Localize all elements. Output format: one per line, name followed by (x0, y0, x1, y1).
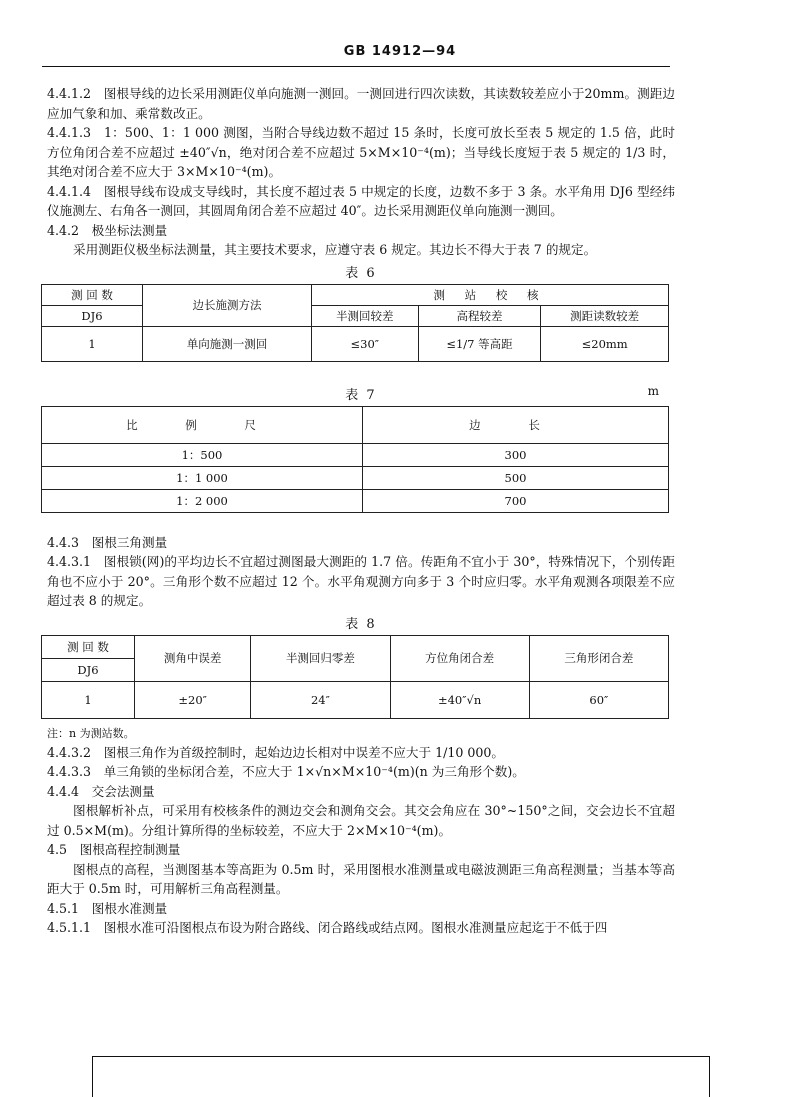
table8-h3: 方位角闭合差 (390, 635, 529, 681)
table6-h-method: 边长施测方法 (143, 284, 312, 326)
table7-row-len: 700 (363, 489, 669, 512)
table7-row-len: 300 (363, 443, 669, 466)
table6-r-method: 单向施测一测回 (143, 326, 312, 361)
heading-4-4-4: 4.4.4 交会法测量 (47, 783, 155, 799)
table8-r3: ±40″√n (390, 681, 529, 718)
header-rule (42, 66, 670, 67)
table6-r-c2: ≤1/7 等高距 (418, 326, 541, 361)
table6-r-c1: ≤30″ (312, 326, 419, 361)
table6-h-count: 测 回 数 (42, 284, 143, 305)
table8-h-count: 测 回 数 (42, 635, 135, 658)
table6-h-c2: 高程较差 (418, 305, 541, 326)
para-4-5-body: 图根点的高程，当测图基本等高距为 0.5m 时，采用图根水准测量或电磁波测距三角高程测量；当基本等高距大于 0.5m 时，可用解析三角高程测量。 (47, 861, 675, 896)
table8-r-count: 1 (42, 681, 135, 718)
table7-h-len: 边 长 (363, 406, 669, 443)
para-4-4-3-2: 4.4.3.2 图根三角作为首级控制时，起始边边长相对中误差不应大于 1/10 000。 (47, 744, 505, 760)
table8-h4: 三角形闭合差 (529, 635, 668, 681)
table6-h-instr: DJ6 (42, 305, 143, 326)
table6-r-c3: ≤20mm (541, 326, 669, 361)
para-4-4-4-body: 图根解析补点，可采用有校核条件的测边交会和测角交会。其交会角应在 30°~150°之间，交会边长不宜超过 0.5×M(m)。分组计算所得的坐标较差，不应大于 2×M×10⁻⁴(m)。 (47, 803, 675, 838)
para-4-4-3-1: 4.4.3.1 图根锁(网)的平均边长不宜超过测图最大测距的 1.7 倍。传距角不宜小于 30°，特殊情况下，个别传距角也不应小于 20°。三角形个数不应超过 12 个。水平角观测方向多于 3 个时应归零。水平角观测各项限差不应超过表 8 的规定。 (47, 554, 675, 608)
para-4-5-1-1: 4.5.1.1 图根水准可沿图根点布设为附合路线、闭合路线或结点网。图根水准测量应起迄于不低于四 (47, 920, 608, 935)
table6 (41, 284, 669, 362)
document-body (47, 84, 675, 938)
table8-note: 注：n 为测站数。 (47, 726, 135, 740)
table8-h-instr: DJ6 (42, 658, 135, 681)
table7-row-scale: 1：2 000 (42, 489, 363, 512)
para-4-4-3-3: 4.4.3.3 单三角锁的坐标闭合差，不应大于 1×√n×M×10⁻⁴(m)(n 为三角形个数)。 (47, 764, 525, 779)
table8-caption: 表 8 (345, 616, 377, 632)
table7-row-len: 500 (363, 466, 669, 489)
heading-4-4-2: 4.4.2 极坐标法测量 (47, 222, 168, 238)
heading-4-5-1: 4.5.1 图根水准测量 (47, 900, 168, 916)
table6-h-check: 测 站 校 核 (312, 284, 669, 305)
para-4-4-1-3: 4.4.1.3 1：500、1：1 000 测图，当附合导线边数不超过 15 条时，长度可放长至表 5 规定的 1.5 倍，此时方位角闭合差不应超过 ±40″√n，绝对闭合差不应超过 5×M×10⁻⁴(m)；当导线长度短于表 5 规定的 1/3 时，其绝对闭合差不应大于 3×M×10⁻⁴(m)。 (47, 125, 675, 179)
table8-r4: 60″ (529, 681, 668, 718)
table7-unit: m (647, 383, 659, 398)
table7-h-scale: 比 例 尺 (42, 406, 363, 443)
page-header: GB 14912—94 (343, 44, 457, 59)
table6-caption: 表 6 (345, 265, 377, 281)
heading-4-4-3: 4.4.3 图根三角测量 (47, 534, 168, 550)
table6-r-count: 1 (42, 326, 143, 361)
table7-row-scale: 1：500 (42, 443, 363, 466)
table6-h-c1: 半测回较差 (312, 305, 419, 326)
table7 (41, 406, 669, 513)
table8-r1: ±20″ (135, 681, 251, 718)
para-4-4-1-4: 4.4.1.4 图根导线布设成支导线时，其长度不超过表 5 中规定的长度，边数不多于 3 条。水平角用 DJ6 型经纬仪施测左、右角各一测回，其圆周角闭合差不应超过 40″。边长采用测距仪单向施测一测回。 (47, 183, 675, 218)
table7-caption-row (47, 384, 675, 403)
heading-4-5: 4.5 图根高程控制测量 (47, 842, 181, 857)
table6-h-c3: 测距读数较差 (541, 305, 669, 326)
table8-h2: 半测回归零差 (251, 635, 390, 681)
para-4-4-2-body: 采用测距仪极坐标法测量，其主要技术要求，应遵守表 6 规定。其边长不得大于表 7 的规定。 (73, 242, 597, 257)
table8-h1: 测角中误差 (135, 635, 251, 681)
table7-caption: 表 7 (345, 387, 377, 403)
table8-r2: 24″ (251, 681, 390, 718)
table7-row-scale: 1：1 000 (42, 466, 363, 489)
table8 (41, 635, 669, 719)
para-4-4-1-2: 4.4.1.2 图根导线的边长采用测距仪单向施测一测回。一测回进行四次读数，其读数较差应小于20mm。测距边应加气象和加、乘常数改正。 (47, 86, 675, 121)
